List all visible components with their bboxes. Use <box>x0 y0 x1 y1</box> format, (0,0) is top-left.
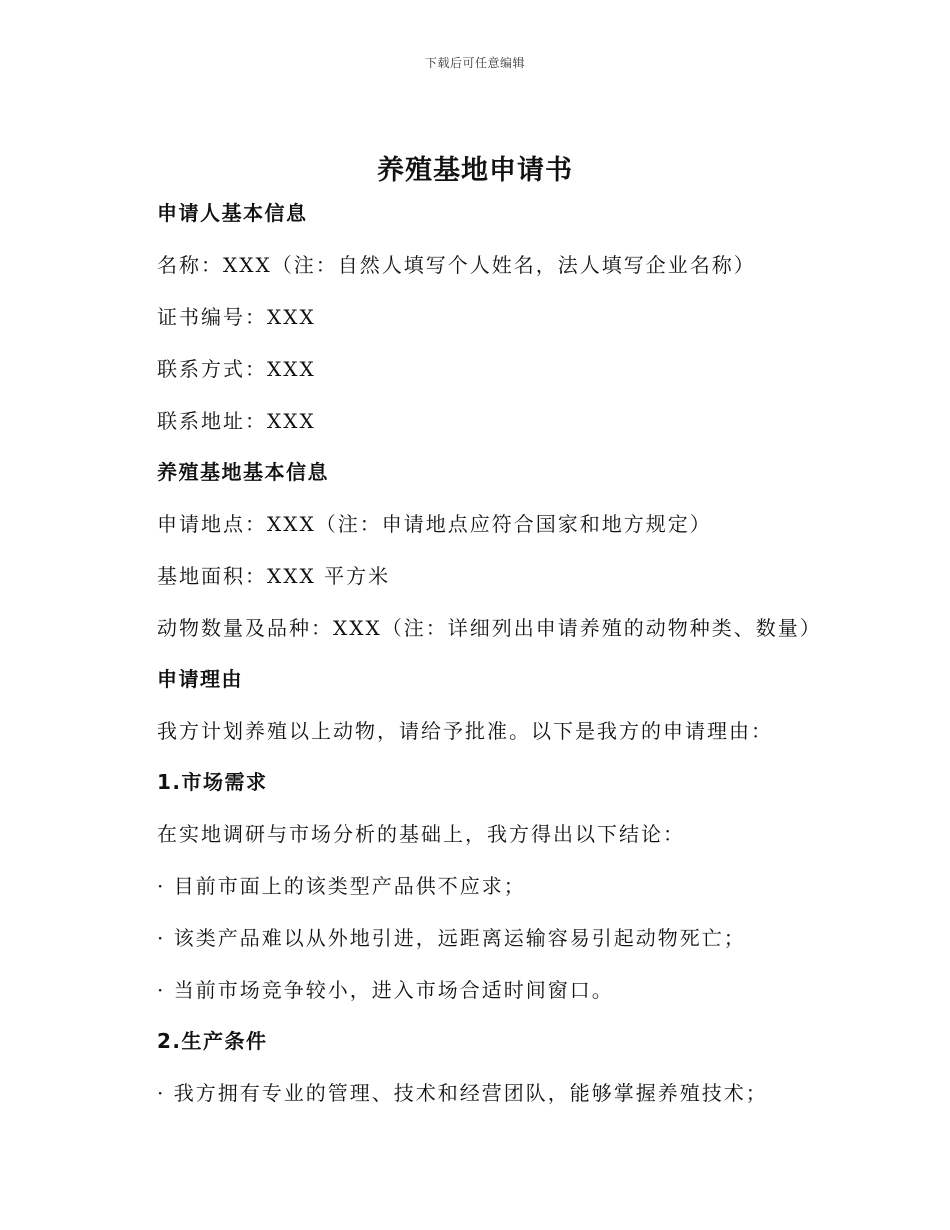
market-bullet: · 当前市场竞争较小，进入市场合适时间窗口。 <box>157 978 614 1002</box>
contact-method-line: 联系方式：XXX <box>157 357 316 381</box>
subheading-market: 1.市场需求 <box>157 770 268 794</box>
applicant-name-line: 名称：XXX（注：自然人填写个人姓名，法人填写企业名称） <box>157 253 756 277</box>
area-line: 基地面积：XXX 平方米 <box>157 564 391 588</box>
section-heading-base: 养殖基地基本信息 <box>157 460 329 484</box>
market-bullet: · 该类产品难以从外地引进，远距离运输容易引起动物死亡； <box>157 926 746 950</box>
section-heading-reasons: 申请理由 <box>157 667 243 691</box>
market-bullet: · 目前市面上的该类型产品供不应求； <box>157 874 526 898</box>
subheading-production: 2.生产条件 <box>157 1029 268 1053</box>
animals-line: 动物数量及品种：XXX（注：详细列出申请养殖的动物种类、数量） <box>157 616 822 640</box>
document-title: 养殖基地申请书 <box>377 155 573 186</box>
market-intro: 在实地调研与市场分析的基础上，我方得出以下结论： <box>157 822 685 846</box>
certificate-number-line: 证书编号：XXX <box>157 305 316 329</box>
location-line: 申请地点：XXX（注：申请地点应符合国家和地方规定） <box>157 512 712 536</box>
production-bullet: · 我方拥有专业的管理、技术和经营团队，能够掌握养殖技术； <box>157 1081 768 1105</box>
section-heading-applicant: 申请人基本信息 <box>157 201 308 225</box>
reasons-intro: 我方计划养殖以上动物，请给予批准。以下是我方的申请理由： <box>157 719 773 743</box>
header-note: 下载后可任意编辑 <box>424 56 525 70</box>
contact-address-line: 联系地址：XXX <box>157 409 316 433</box>
